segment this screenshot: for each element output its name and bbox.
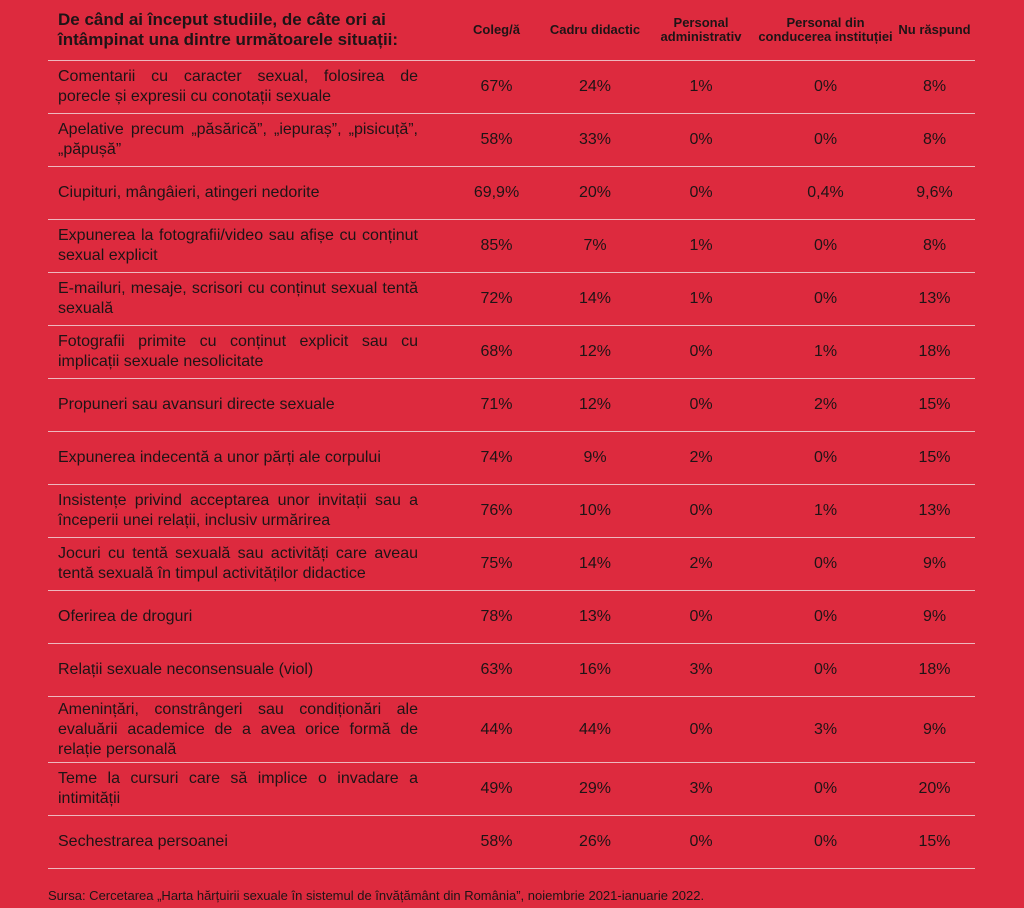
table-row [48,167,975,220]
row-label: E-mailuri, mesaje, scrisori cu conținut sexual tentă sexuală [48,273,448,326]
row-label: Expunerea indecentă a unor părți ale corpului [48,432,448,485]
row-value: 14% [545,538,645,591]
row-value: 0% [757,816,894,869]
survey-table [48,0,975,869]
row-value: 69,9% [448,167,545,220]
row-value: 16% [545,644,645,697]
row-value: 18% [894,644,975,697]
row-value: 15% [894,816,975,869]
row-value: 72% [448,273,545,326]
row-value: 0% [757,61,894,114]
row-value: 13% [545,591,645,644]
row-value: 85% [448,220,545,273]
row-value: 33% [545,114,645,167]
row-value: 20% [545,167,645,220]
row-label: Jocuri cu tentă sexuală sau activități care aveau tentă sexuală în timpul activităților didactice [48,538,448,591]
row-value: 9% [545,432,645,485]
row-value: 0% [645,485,757,538]
row-value: 0% [645,167,757,220]
row-value: 1% [757,326,894,379]
row-label: Comentarii cu caracter sexual, folosirea de porecle și expresii cu conotații sexuale [48,61,448,114]
table-row [48,61,975,114]
row-label: Fotografii primite cu conținut explicit sau cu implicații sexuale nesolicitate [48,326,448,379]
row-value: 0% [757,273,894,326]
row-value: 0% [645,379,757,432]
row-value: 0% [757,538,894,591]
row-value: 9% [894,538,975,591]
row-value: 58% [448,114,545,167]
row-value: 58% [448,816,545,869]
row-value: 68% [448,326,545,379]
column-header-admin-staff: Personal administrativ [645,0,757,61]
row-value: 8% [894,220,975,273]
row-value: 14% [545,273,645,326]
row-value: 12% [545,326,645,379]
table-body [48,61,975,869]
table-row [48,644,975,697]
row-value: 13% [894,273,975,326]
column-header-colleague: Coleg/ă [448,0,545,61]
survey-table-wrapper [48,0,975,869]
table-row [48,538,975,591]
row-label: Oferirea de droguri [48,591,448,644]
row-value: 1% [645,220,757,273]
row-value: 20% [894,763,975,816]
table-row [48,273,975,326]
question-header: De când ai început studiile, de câte ori ai întâmpinat una dintre următoarele situații: [48,0,448,61]
source-note: Sursa: Cercetarea „Harta hărțuirii sexuale în sistemul de învățământ din România”, noiembrie 2021-ianuarie 2022. [48,888,705,903]
row-value: 63% [448,644,545,697]
row-value: 7% [545,220,645,273]
row-label: Sechestrarea persoanei [48,816,448,869]
row-value: 0% [645,114,757,167]
row-value: 1% [645,61,757,114]
row-value: 24% [545,61,645,114]
table-row [48,591,975,644]
table-row [48,114,975,167]
row-value: 67% [448,61,545,114]
row-value: 1% [757,485,894,538]
row-value: 8% [894,114,975,167]
row-value: 12% [545,379,645,432]
table-header-row [48,0,975,61]
row-value: 0,4% [757,167,894,220]
row-label: Amenințări, constrângeri sau condiționări ale evaluării academice de a avea orice formă de relație personală [48,697,448,763]
row-label: Propuneri sau avansuri directe sexuale [48,379,448,432]
row-label: Apelative precum „păsărică”, „iepuraș”, „pisicuță”, „păpușă” [48,114,448,167]
row-value: 10% [545,485,645,538]
row-value: 8% [894,61,975,114]
row-value: 0% [757,432,894,485]
row-value: 44% [448,697,545,763]
column-header-management: Personal din conducerea instituției [757,0,894,61]
table-row [48,697,975,763]
row-value: 0% [645,697,757,763]
row-value: 49% [448,763,545,816]
row-value: 0% [757,591,894,644]
row-value: 2% [645,538,757,591]
row-value: 9% [894,591,975,644]
table-row [48,485,975,538]
row-label: Ciupituri, mângâieri, atingeri nedorite [48,167,448,220]
row-value: 15% [894,379,975,432]
row-value: 13% [894,485,975,538]
row-value: 78% [448,591,545,644]
row-value: 0% [757,220,894,273]
row-value: 26% [545,816,645,869]
row-value: 0% [757,114,894,167]
row-value: 9% [894,697,975,763]
row-value: 44% [545,697,645,763]
row-value: 0% [757,644,894,697]
column-header-teacher: Cadru didactic [545,0,645,61]
row-value: 74% [448,432,545,485]
row-value: 71% [448,379,545,432]
row-value: 0% [645,591,757,644]
row-value: 0% [757,763,894,816]
row-value: 2% [757,379,894,432]
table-row [48,763,975,816]
row-value: 9,6% [894,167,975,220]
row-value: 3% [645,644,757,697]
column-header-no-answer: Nu răspund [894,0,975,61]
table-row [48,816,975,869]
row-value: 75% [448,538,545,591]
table-row [48,432,975,485]
row-value: 18% [894,326,975,379]
row-value: 3% [757,697,894,763]
row-value: 2% [645,432,757,485]
table-row [48,326,975,379]
row-value: 15% [894,432,975,485]
row-value: 0% [645,816,757,869]
row-label: Relații sexuale neconsensuale (viol) [48,644,448,697]
row-value: 76% [448,485,545,538]
row-label: Teme la cursuri care să implice o invadare a intimității [48,763,448,816]
row-label: Insistențe privind acceptarea unor invitații sau a începerii unei relații, inclusiv urmărirea [48,485,448,538]
row-value: 29% [545,763,645,816]
table-row [48,379,975,432]
table-row [48,220,975,273]
row-value: 1% [645,273,757,326]
row-value: 3% [645,763,757,816]
row-label: Expunerea la fotografii/video sau afișe cu conținut sexual explicit [48,220,448,273]
row-value: 0% [645,326,757,379]
